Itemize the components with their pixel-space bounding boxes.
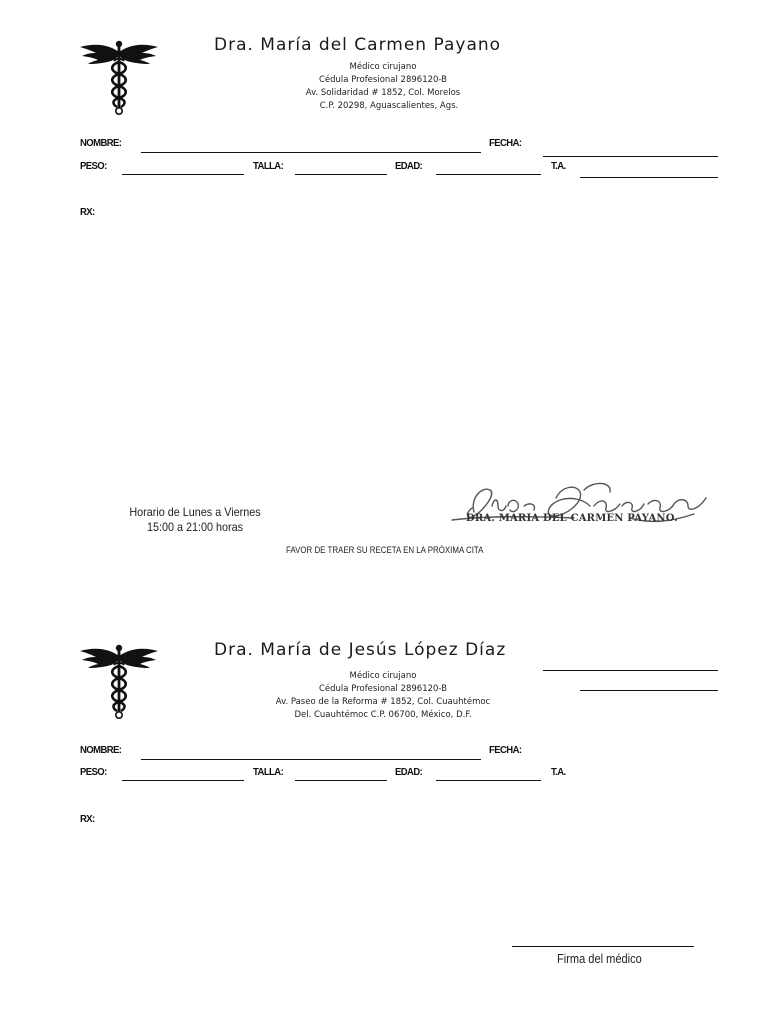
doctor-header <box>250 670 516 722</box>
age-label: EDAD: <box>395 767 423 778</box>
age-field-line[interactable] <box>436 174 541 175</box>
specialty: Médico cirujano <box>349 62 417 72</box>
height-field-line[interactable] <box>295 174 387 175</box>
doctor-header <box>250 61 516 113</box>
bring-prescription-note: FAVOR DE TRAER SU RECETA EN LA PRÓXIMA CITA <box>286 545 484 555</box>
doctor-name: Dra. María de Jesús López Díaz <box>214 640 507 660</box>
doctor-name: Dra. María del Carmen Payano <box>214 35 502 55</box>
ta-label: T.A. <box>551 767 566 778</box>
schedule-days: Horario de Lunes a Viernes <box>129 505 261 519</box>
ta-field-line[interactable] <box>580 177 718 178</box>
height-label: TALLA: <box>253 161 284 172</box>
age-label: EDAD: <box>395 161 423 172</box>
license-number: Cédula Profesional 2896120-B <box>318 684 448 694</box>
name-label: NOMBRE: <box>80 745 122 756</box>
specialty: Médico cirujano <box>349 671 417 681</box>
extra-field-line-1[interactable] <box>543 670 718 671</box>
weight-field-line[interactable] <box>122 780 244 781</box>
name-field-line[interactable] <box>141 152 481 153</box>
address-line-2: Del. Cuauhtémoc C.P. 06700, México, D.F. <box>294 710 472 720</box>
ta-label: T.A. <box>551 161 566 172</box>
schedule-hours: 15:00 a 21:00 horas <box>146 520 244 534</box>
caduceus-icon <box>78 38 160 116</box>
signature-line[interactable] <box>512 946 694 947</box>
name-label: NOMBRE: <box>80 138 122 149</box>
license-number: Cédula Profesional 2896120-B <box>318 75 448 85</box>
address-line-1: Av. Paseo de la Reforma # 1852, Col. Cuauhtémoc <box>275 697 491 707</box>
date-label: FECHA: <box>489 745 522 756</box>
address-line-1: Av. Solidaridad # 1852, Col. Morelos <box>305 88 461 98</box>
date-label: FECHA: <box>489 138 522 149</box>
date-field-line[interactable] <box>543 156 718 157</box>
rx-label: RX: <box>80 207 95 218</box>
weight-label: PESO: <box>80 767 107 778</box>
rx-label: RX: <box>80 814 95 825</box>
weight-label: PESO: <box>80 161 107 172</box>
height-field-line[interactable] <box>295 780 387 781</box>
height-label: TALLA: <box>253 767 284 778</box>
caduceus-icon <box>78 642 160 720</box>
weight-field-line[interactable] <box>122 174 244 175</box>
address-line-2: C.P. 20298, Aguascalientes, Ags. <box>319 101 459 111</box>
name-field-line[interactable] <box>141 759 481 760</box>
signature-name: DRA. MARIA DEL CARMEN PAYANO. <box>466 513 678 524</box>
office-hours <box>120 505 270 535</box>
extra-field-line-2[interactable] <box>580 690 718 691</box>
signature-label: Firma del médico <box>557 951 642 966</box>
age-field-line[interactable] <box>436 780 541 781</box>
